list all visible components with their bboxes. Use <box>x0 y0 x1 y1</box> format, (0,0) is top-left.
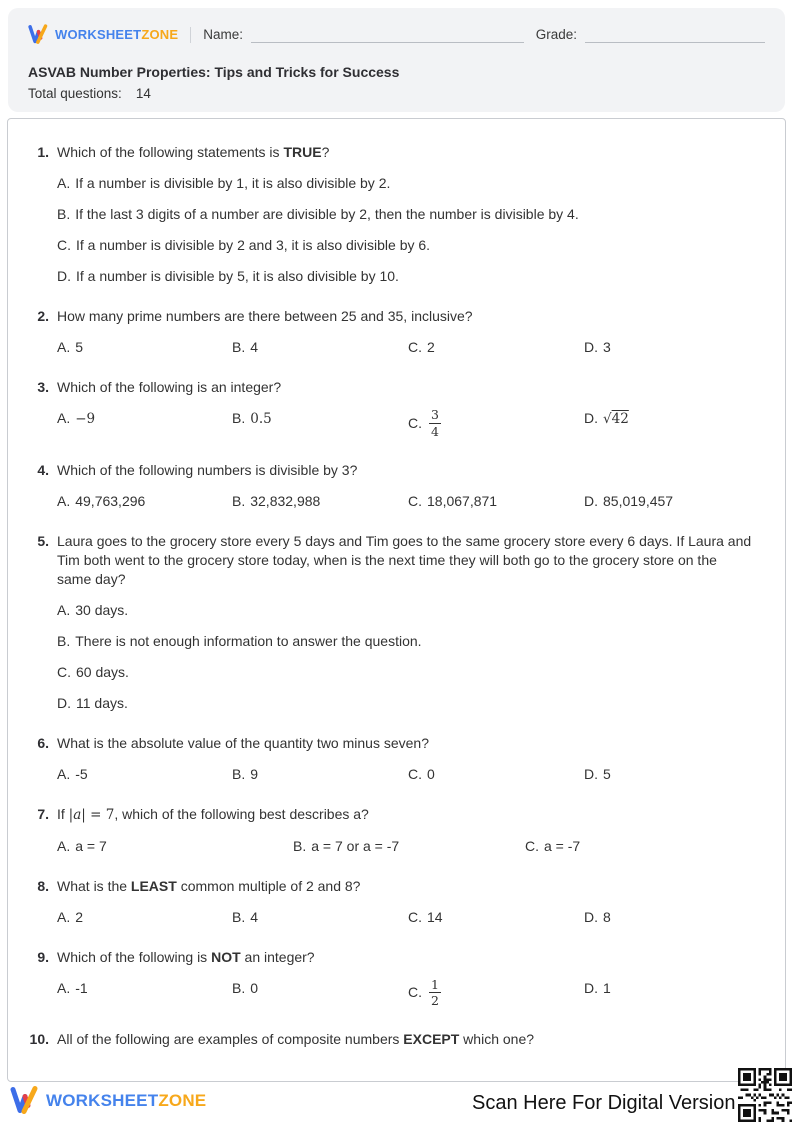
math-expression: 0.5 <box>250 411 272 427</box>
option-label: D. <box>57 694 71 711</box>
option-label: C. <box>408 765 422 782</box>
question-number: 4. <box>37 461 49 478</box>
answer-options <box>57 338 755 357</box>
answer-option: D. 8 <box>584 908 611 925</box>
question-number: 2. <box>37 308 49 324</box>
option-label: D. <box>584 410 598 426</box>
question-body <box>57 805 755 856</box>
question-item <box>28 948 755 1010</box>
question-text: How many prime numbers are there between 25 and 35, inclusive? <box>57 308 473 324</box>
question-text: Which of the following is NOT an integer? <box>57 948 315 965</box>
option-label: D. <box>584 908 598 925</box>
option-label: C. <box>525 837 539 854</box>
option-label: A. <box>57 492 71 509</box>
answer-option: D. 5 <box>584 765 611 782</box>
option-label: B. <box>232 410 246 426</box>
option-label: C. <box>408 339 422 355</box>
qr-code-image <box>738 1068 792 1122</box>
question-item <box>28 734 755 784</box>
question-text: Which of the following is an integer? <box>57 379 282 395</box>
answer-option: A. 2 <box>57 908 84 925</box>
answer-option: A. 49,763,296 <box>57 492 146 509</box>
option-label: D. <box>584 765 598 782</box>
option-label: A. <box>57 339 71 355</box>
option-label: D. <box>584 979 598 996</box>
question-text: If |a| = 7, which of the following best describes a? <box>57 805 369 823</box>
question-number: 10. <box>29 1031 49 1047</box>
answer-option: D. 85,019,457 <box>584 492 674 509</box>
answer-option: C. 18,067,871 <box>408 492 498 509</box>
answer-options <box>57 837 755 856</box>
question-item <box>28 532 755 713</box>
question-body <box>57 378 755 440</box>
answer-option: B. 9 <box>232 765 259 782</box>
answer-options <box>57 765 755 784</box>
option-label: B. <box>57 206 71 222</box>
answer-options <box>57 976 755 1010</box>
option-label: A. <box>57 979 71 996</box>
option-label: A. <box>57 175 71 191</box>
total-questions-label: Total questions: <box>28 86 122 101</box>
question-item <box>28 805 755 856</box>
option-label: C. <box>408 414 422 431</box>
question-item <box>28 378 755 440</box>
question-body <box>57 532 755 713</box>
answer-options <box>57 492 755 511</box>
question-body <box>57 734 755 784</box>
option-label: A. <box>57 410 71 426</box>
brand-word-zone: ZONE <box>158 1090 207 1110</box>
answer-option: C. a = -7 <box>525 837 581 854</box>
answer-options <box>57 601 755 713</box>
option-label: C. <box>57 237 71 253</box>
brand-word-worksheet: WORKSHEET <box>46 1090 159 1110</box>
question-number: 8. <box>37 877 49 894</box>
option-label: A. <box>57 601 71 618</box>
question-body <box>57 1030 755 1049</box>
question-text: Laura goes to the grocery store every 5 days and Tim goes to the same grocery store every 6 days. If Laura and Tim both went to the grocery store today, when is the next time they will both go to the grocery store on the same day? <box>57 532 752 587</box>
worksheet-header <box>8 8 785 112</box>
brand-logo <box>28 22 178 47</box>
fraction-value: $\frac{1}{2}$ <box>431 976 439 1009</box>
question-number: 3. <box>37 379 49 395</box>
answer-option: D. If a number is divisible by 5, it is also divisible by 10. <box>57 268 399 284</box>
answer-option: B. There is not enough information to answer the question. <box>57 632 422 649</box>
option-label: C. <box>408 492 422 509</box>
footer-brand-name <box>46 1091 206 1111</box>
question-number: 5. <box>37 532 49 549</box>
answer-options <box>57 174 755 286</box>
option-label: B. <box>232 765 246 782</box>
option-label: C. <box>408 984 422 1001</box>
answer-option: C. 60 days. <box>57 663 129 680</box>
question-body <box>57 948 755 1010</box>
question-body <box>57 307 755 357</box>
answer-option: D. 3 <box>584 339 611 355</box>
answer-option: A. a = 7 <box>57 837 107 854</box>
worksheetzone-w-icon <box>10 1084 40 1117</box>
answer-option <box>408 409 584 440</box>
question-text: What is the LEAST common multiple of 2 and 8? <box>57 877 361 894</box>
option-label: A. <box>57 765 71 782</box>
grade-write-line[interactable] <box>585 27 765 43</box>
option-label: C. <box>57 663 71 680</box>
option-label: D. <box>584 339 598 355</box>
answer-option <box>232 409 408 440</box>
option-label: B. <box>293 837 307 854</box>
answer-option: C. 0 <box>408 765 435 782</box>
question-number: 9. <box>37 948 49 965</box>
question-number: 1. <box>37 144 49 160</box>
option-label: D. <box>584 492 598 509</box>
question-item <box>28 877 755 927</box>
answer-option: C. 2 <box>408 339 435 355</box>
brand-word-worksheet: WORKSHEET <box>55 27 142 42</box>
brand-word-zone: ZONE <box>141 27 179 42</box>
answer-option: C. 14 <box>408 908 443 925</box>
answer-option: B. 4 <box>232 339 259 355</box>
answer-option: B. 0 <box>232 979 259 996</box>
answer-option <box>584 409 755 440</box>
answer-option: B. 32,832,988 <box>232 492 321 509</box>
answer-option: A. 30 days. <box>57 601 129 618</box>
question-body <box>57 877 755 927</box>
question-item <box>28 143 755 286</box>
option-label: D. <box>57 268 71 284</box>
answer-options <box>57 409 755 440</box>
answer-option: B. If the last 3 digits of a number are divisible by 2, then the number is divisible by 4. <box>57 206 579 222</box>
total-questions-value: 14 <box>135 86 151 101</box>
option-label: B. <box>232 492 246 509</box>
question-item <box>28 461 755 511</box>
scan-here-label: Scan Here For Digital Version <box>472 1092 736 1114</box>
option-label: C. <box>408 908 422 925</box>
question-number: 7. <box>37 805 49 822</box>
answer-option <box>408 976 584 1010</box>
option-label: A. <box>57 908 71 925</box>
answer-option: B. a = 7 or a = -7 <box>293 837 400 854</box>
answer-option: D. 1 <box>584 979 611 996</box>
math-expression: −9 <box>75 411 96 427</box>
name-label: Name: <box>203 27 243 42</box>
answer-options <box>57 908 755 927</box>
question-text: What is the absolute value of the quantity two minus seven? <box>57 734 429 751</box>
math-expression: |a| = 7 <box>68 806 115 823</box>
answer-option: B. 4 <box>232 908 259 925</box>
question-item <box>28 1030 755 1049</box>
answer-option: A. -1 <box>57 979 88 996</box>
option-label: B. <box>57 632 71 649</box>
question-number: 6. <box>37 734 49 751</box>
option-label: B. <box>232 979 246 996</box>
header-divider <box>190 27 191 43</box>
answer-option <box>57 409 232 440</box>
total-questions-row <box>28 86 765 101</box>
worksheetzone-w-icon <box>28 22 49 47</box>
answer-option: A. 5 <box>57 339 84 355</box>
question-text: Which of the following statements is TRUE? <box>57 144 330 160</box>
fraction-value: $\frac{3}{4}$ <box>431 407 439 439</box>
answer-option: D. 11 days. <box>57 694 128 711</box>
worksheet-title: ASVAB Number Properties: Tips and Tricks for Success <box>28 64 400 80</box>
answer-option: C. If a number is divisible by 2 and 3, it is also divisible by 6. <box>57 237 431 253</box>
answer-option: A. -5 <box>57 765 88 782</box>
grade-label: Grade: <box>535 27 577 42</box>
brand-name <box>55 27 178 42</box>
name-write-line[interactable] <box>251 27 524 43</box>
question-item <box>28 307 755 357</box>
option-label: A. <box>57 837 71 854</box>
answer-option: A. If a number is divisible by 1, it is also divisible by 2. <box>57 175 391 191</box>
question-body <box>57 143 755 286</box>
footer-brand-logo <box>10 1084 206 1117</box>
question-text: Which of the following numbers is divisible by 3? <box>57 461 358 478</box>
question-text: All of the following are examples of composite numbers EXCEPT which one? <box>57 1031 535 1047</box>
option-label: B. <box>232 339 246 355</box>
questions-list <box>28 143 755 1049</box>
questions-container <box>7 118 786 1082</box>
option-label: B. <box>232 908 246 925</box>
question-body <box>57 461 755 511</box>
sqrt-value: √42 <box>603 411 629 427</box>
